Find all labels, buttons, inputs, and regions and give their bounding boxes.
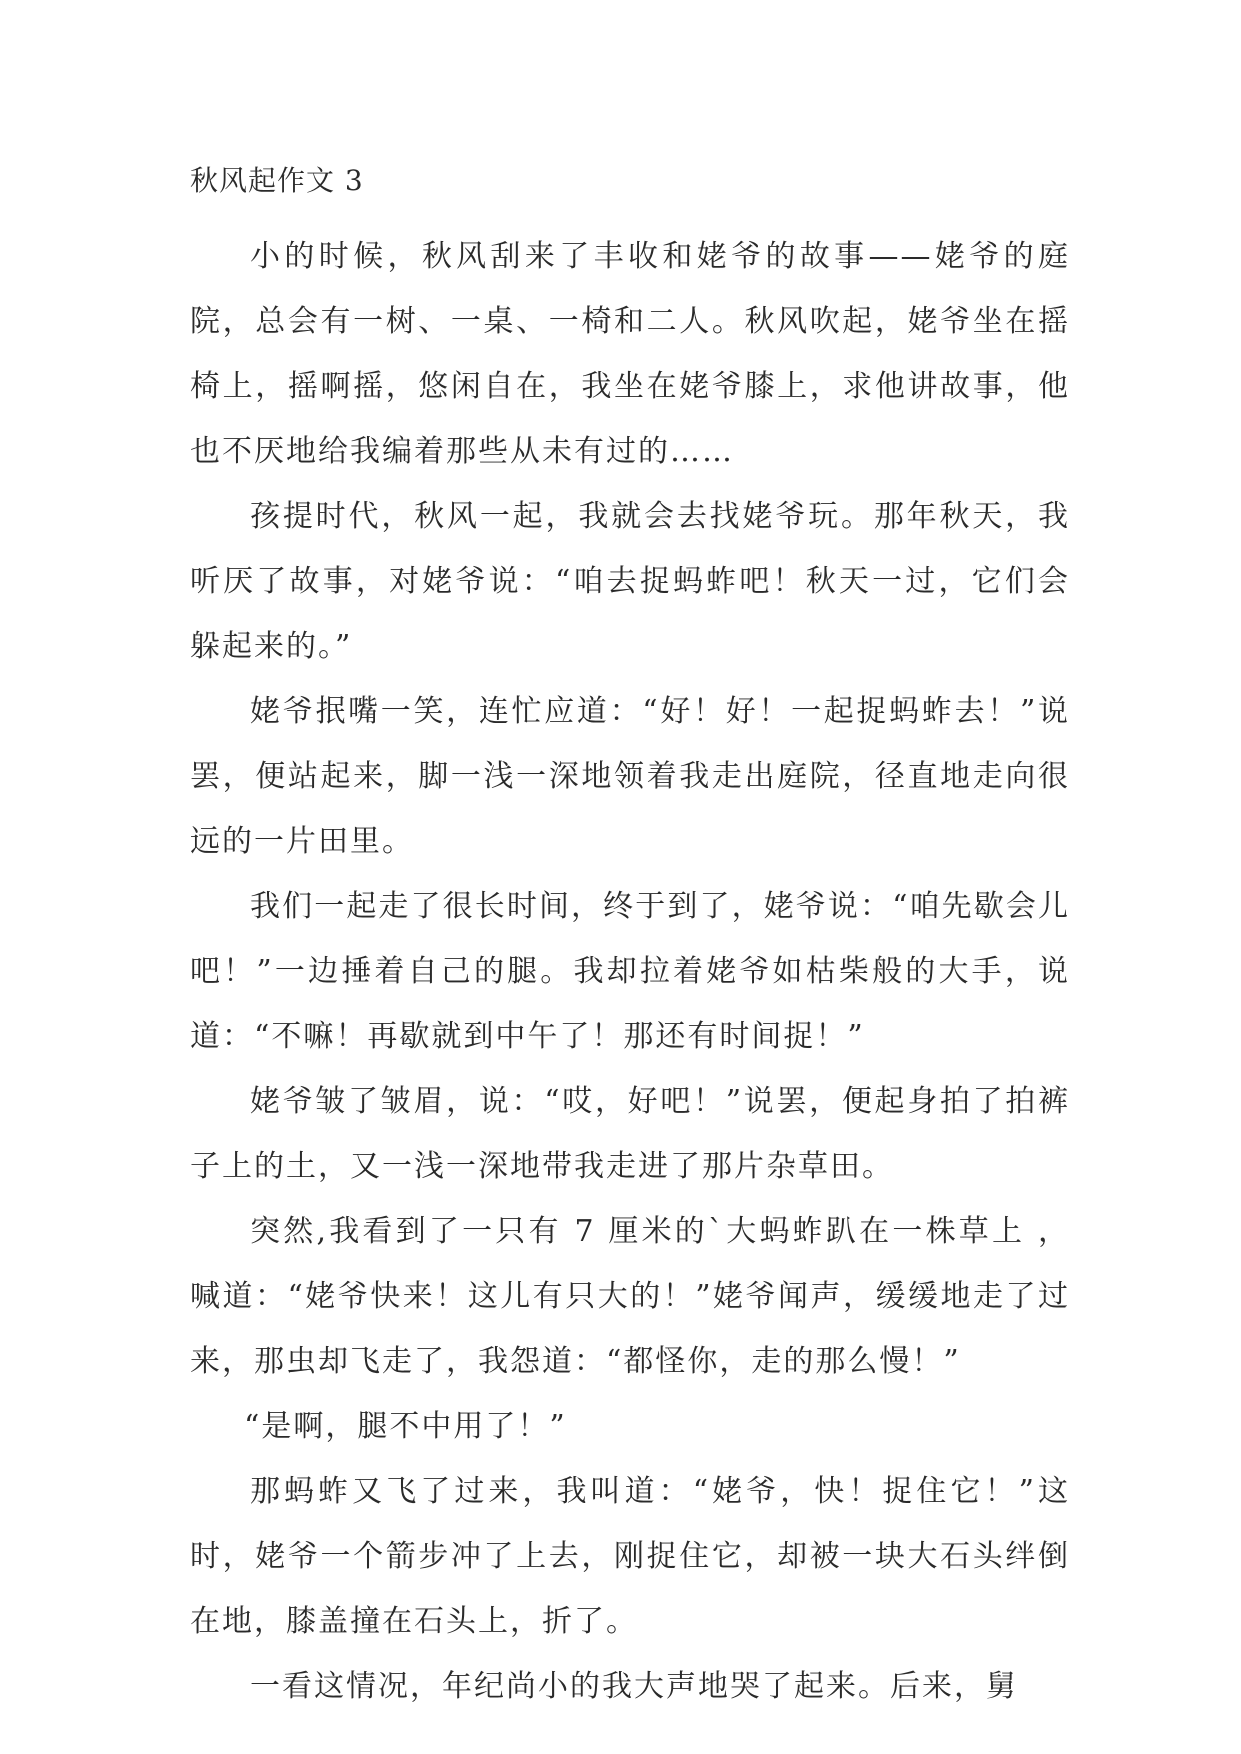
paragraph-5: 姥爷皱了皱眉，说：“哎，好吧！”说罢，便起身拍了拍裤子上的土，又一浅一深地带我走进了那片杂草田。: [190, 1084, 1070, 1184]
paragraph-3: 姥爷抿嘴一笑，连忙应道：“好！好！一起捉蚂蚱去！”说罢，便站起来，脚一浅一深地领着我走出庭院，径直地走向很远的一片田里。: [190, 694, 1070, 859]
paragraph-9: 一看这情况，年纪尚小的我大声地哭了起来。后来，舅: [250, 1669, 1018, 1704]
paragraph-4: 我们一起走了很长时间，终于到了，姥爷说：“咱先歇会儿吧！”一边捶着自己的腿。我却拉着姥爷如枯柴般的大手，说道：“不嘛！再歇就到中午了！那还有时间捉！”: [190, 889, 1070, 1054]
paragraph-6: 突然,我看到了一只有 7 厘米的`大蚂蚱趴在一株草上 ，喊道：“姥爷快来！这儿有只大的！”姥爷闻声，缓缓地走了过来，那虫却飞走了，我怨道：“都怪你，走的那么慢！”: [190, 1214, 1070, 1379]
document-page: [190, 160, 1070, 1719]
document-title: 秋风起作文 3: [190, 164, 364, 197]
paragraph-8: 那蚂蚱又飞了过来，我叫道：“姥爷，快！捉住它！”这时，姥爷一个箭步冲了上去，刚捉住它，却被一块大石头绊倒在地，膝盖撞在石头上，折了。: [190, 1474, 1070, 1639]
paragraph-2: 孩提时代，秋风一起，我就会去找姥爷玩。那年秋天，我听厌了故事，对姥爷说：“咱去捉蚂蚱吧！秋天一过，它们会躲起来的。”: [190, 499, 1070, 664]
paragraph-7: “是啊，腿不中用了！”: [244, 1409, 567, 1444]
paragraph-1: 小的时候，秋风刮来了丰收和姥爷的故事——姥爷的庭院，总会有一树、一桌、一椅和二人。秋风吹起，姥爷坐在摇椅上，摇啊摇，悠闲自在，我坐在姥爷膝上，求他讲故事，他也不厌地给我编着那些从未有过的……: [190, 239, 1070, 469]
